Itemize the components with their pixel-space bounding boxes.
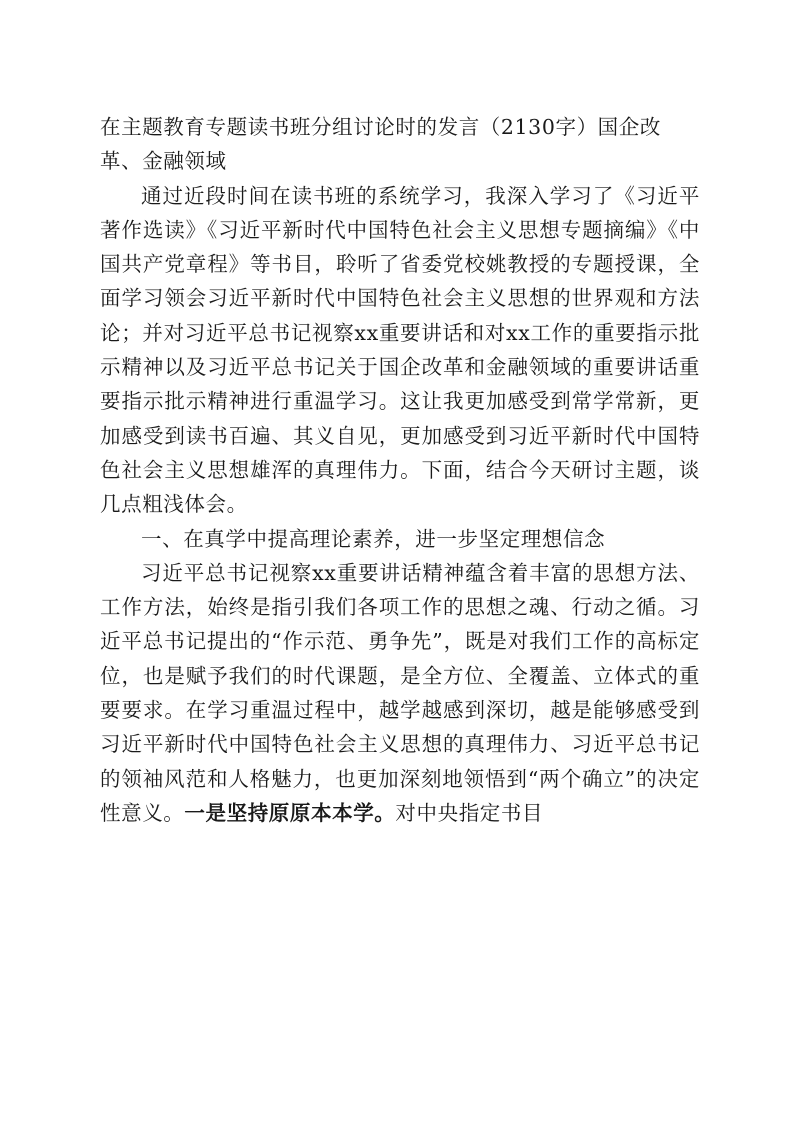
section-1-tail-text: 对中央指定书目 [395, 800, 544, 825]
document-title: 在主题教育专题读书班分组讨论时的发言（2130字）国企改革、金融领域 [100, 115, 661, 174]
document-body [100, 110, 700, 830]
intro-paragraph: 通过近段时间在读书班的系统学习，我深入学习了《习近平著作选读》《习近平新时代中国特色社会主义思想专题摘编》《中国共产党章程》等书目，聆听了省委党校姚教授的专题授课，全面学习领会习近平新时代中国特色社会主义思想的世界观和方法论；并对习近平总书记视察xx重要讲话和对xx工作的重要指示批示精神以及习近平总书记关于国企改革和金融领域的重要讲话重要指示批示精神进行重温学习。这让我更加感受到常学常新，更加感受到读书百遍、其义自见，更加感受到习近平新时代中国特色社会主义思想雄浑的真理伟力。下面，结合今天研讨主题，谈几点粗浅体会。 [100, 183, 700, 517]
section-1-heading: 一、在真学中提高理论素养，进一步坚定理想信念 [141, 526, 606, 551]
section-1-paragraph [100, 556, 700, 830]
section-1-body-text: 习近平总书记视察xx重要讲话精神蕴含着丰富的思想方法、工作方法，始终是指引我们各项工作的思想之魂、行动之循。习近平总书记提出的“作示范、勇争先”，既是对我们工作的高标定位，也是赋予我们的时代课题，是全方位、全覆盖、立体式的重要要求。在学习重温过程中，越学越感到深切，越是能够感受到习近平新时代中国特色社会主义思想的真理伟力、习近平总书记的领袖风范和人格魅力，也更加深刻地领悟到“两个确立”的决定性意义。 [100, 560, 700, 825]
section-1-bold-point: 一是坚持原原本本学。 [184, 800, 396, 825]
